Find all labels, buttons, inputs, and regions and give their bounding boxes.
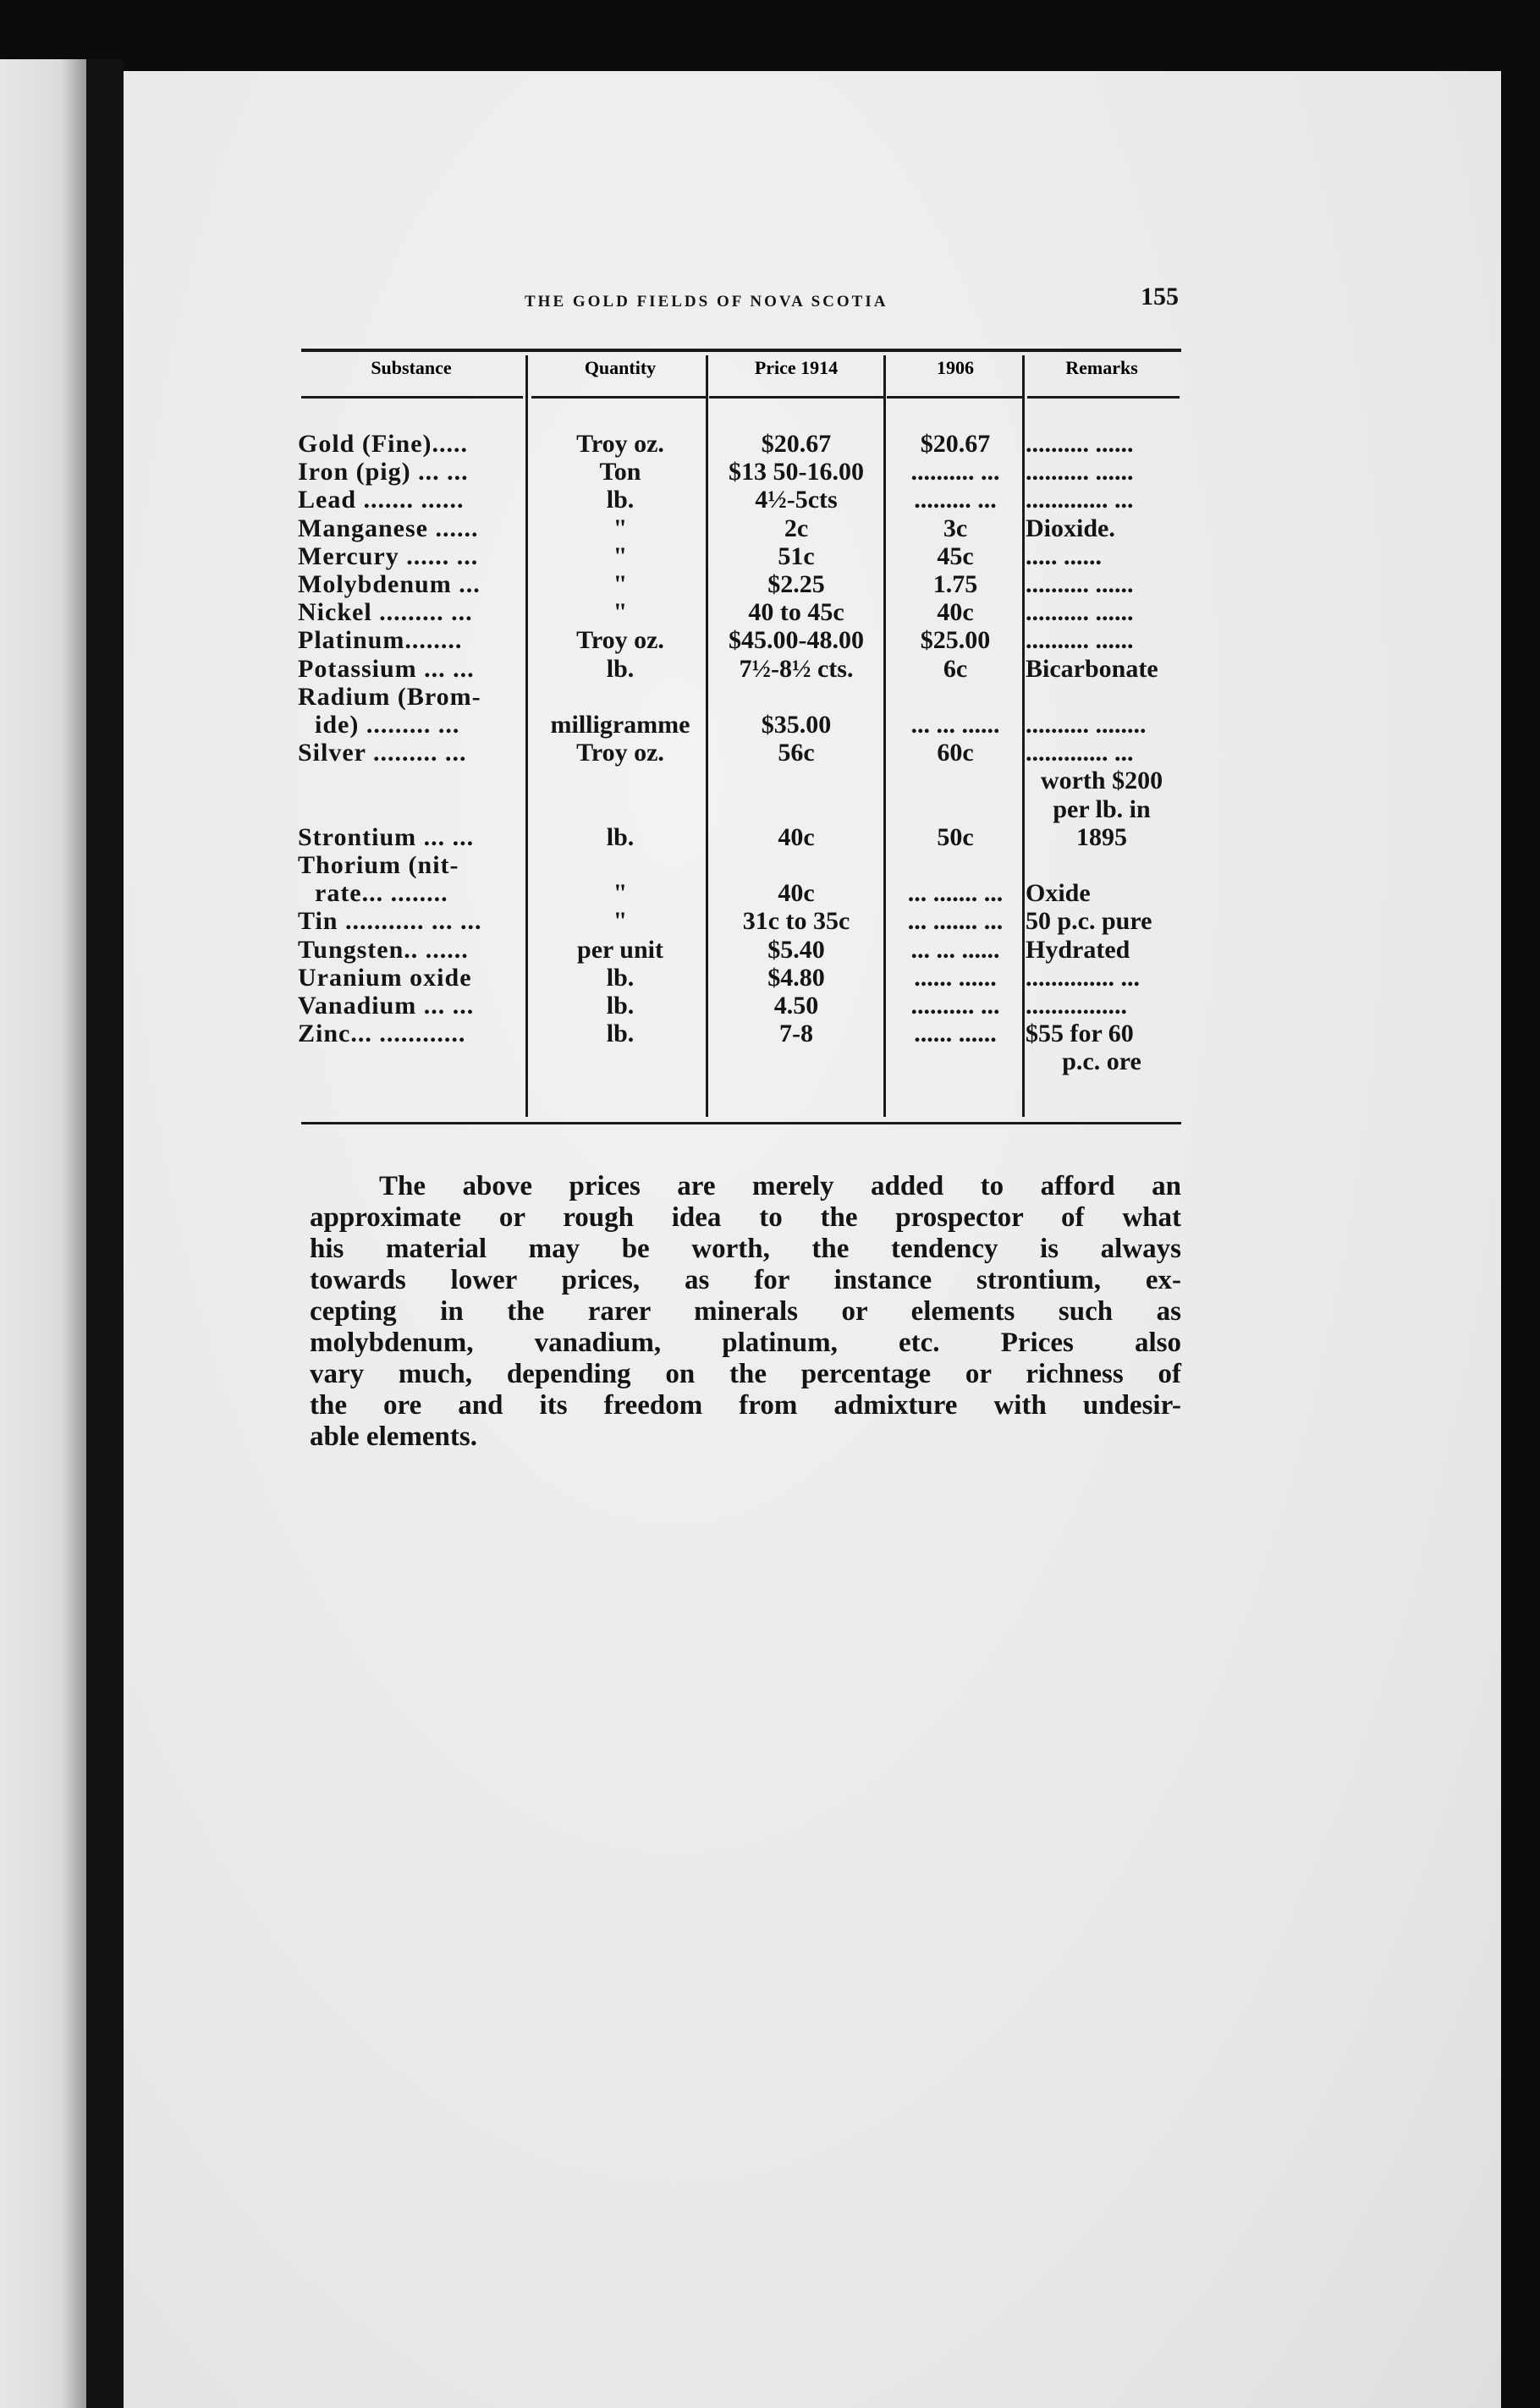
remarks-cell: ............. ... [1026,739,1134,767]
price-1906-cell: ... ....... ... [907,907,1004,936]
remarks-cell: Bicarbonate [1026,654,1158,683]
price-1906-cell: 45c [937,542,974,570]
remarks-cell: $55 for 60 [1026,1020,1134,1048]
paragraph-line: approximate or rough idea to the prospector of what [310,1202,1181,1233]
quantity-cell: " [613,570,628,598]
substance-cell: Vanadium ... ... [298,992,475,1020]
running-head: THE GOLD FIELDS OF NOVA SCOTIA [525,293,888,311]
paragraph-line: his material may be worth, the tendency is always [310,1234,1181,1264]
substance-cell: Gold (Fine)..... [298,430,468,458]
remarks-cell: .......... ...... [1026,626,1134,655]
substance-cell: Lead ....... ...... [298,486,465,514]
price-1906-cell: 3c [943,514,968,542]
column-header-1906: 1906 [937,357,974,378]
substance-cell: Mercury ...... ... [298,542,479,570]
quantity-cell: Troy oz. [576,626,664,655]
price-1914-cell: 56c [778,739,815,767]
price-1914-cell: $20.67 [761,430,832,458]
remarks-cell: 1895 [1076,822,1127,851]
quantity-cell: milligramme [550,711,690,739]
remarks-cell: 50 p.c. pure [1026,907,1152,936]
remarks-cell: .......... ...... [1026,598,1134,627]
price-1906-cell: .......... ... [910,992,1000,1020]
substance-cell: Tungsten.. ...... [298,935,469,964]
quantity-cell: Ton [599,458,641,487]
paragraph-line: the ore and its freedom from admixture with undesir- [310,1390,1181,1421]
substance-cell: Strontium ... ... [298,822,475,851]
price-1914-cell: $2.25 [767,570,825,598]
price-1914-cell: 2c [784,514,809,542]
facing-page-edge [0,59,86,2408]
price-1906-cell: ...... ...... [914,963,997,992]
remarks-cell: ................ [1026,992,1127,1020]
substance-cell: Uranium oxide [298,963,472,992]
substance-cell: Potassium ... ... [298,654,475,683]
price-1914-cell: 4½-5cts [755,486,838,514]
quantity-cell: lb. [606,654,635,683]
paragraph-line: The above prices are merely added to afford an [379,1171,1181,1201]
substance-cell: Iron (pig) ... ... [298,458,469,487]
price-1914-cell: 51c [778,542,815,570]
substance-cell: Tin ........... ... ... [298,907,482,936]
header-rule [531,396,707,399]
table-top-rule [301,349,1181,352]
page-number: 155 [1141,283,1179,311]
quantity-cell: Troy oz. [576,430,664,458]
quantity-cell: lb. [606,963,635,992]
price-1914-cell: 31c to 35c [742,907,850,936]
column-header-quantity: Quantity [584,357,657,378]
price-1914-cell: $35.00 [761,711,832,739]
header-rule [709,396,883,399]
remarks-cell: ..... ...... [1026,542,1102,570]
price-1906-cell: .......... ... [910,458,1000,487]
substance-cell: Molybdenum ... [298,570,481,598]
quantity-cell: lb. [606,992,635,1020]
quantity-cell: " [613,542,628,570]
substance-cell: Manganese ...... [298,514,479,542]
column-header-price-1914: Price 1914 [754,357,839,378]
price-1914-cell: 7-8 [779,1020,813,1048]
body-paragraph [310,1171,1181,1453]
remarks-cell: ............. ... [1026,486,1134,514]
header-rule [1027,396,1180,399]
substance-cell: ide) ......... ... [315,711,460,739]
price-1906-cell: ... ... ...... [910,711,1000,739]
price-1914-cell: 7½-8½ cts. [739,654,854,683]
remarks-cell: .......... ........ [1026,711,1147,739]
quantity-cell: lb. [606,1020,635,1048]
price-1906-cell: ... ....... ... [907,879,1004,908]
substance-cell: Zinc... ............ [298,1020,466,1048]
remarks-cell: .......... ...... [1026,458,1134,487]
quantity-cell: " [613,879,628,908]
column-header-remarks: Remarks [1065,357,1138,378]
remarks-cell: .......... ...... [1026,570,1134,598]
price-1914-cell: 40c [778,879,815,908]
remarks-cell: .......... ...... [1026,430,1134,458]
header-rule [301,396,523,399]
paragraph-line: molybdenum, vanadium, platinum, etc. Prices also [310,1328,1181,1358]
price-1906-cell: 60c [937,739,974,767]
price-1914-cell: $4.80 [767,963,825,992]
remarks-cell: Dioxide. [1026,514,1115,542]
remarks-cell: worth $200 [1040,767,1163,795]
quantity-cell: per unit [577,935,663,964]
price-1906-cell: 6c [943,654,968,683]
table-bottom-rule [301,1122,1181,1124]
paragraph-line: vary much, depending on the percentage or richness of [310,1359,1181,1389]
remarks-cell: .............. ... [1026,963,1140,992]
price-1906-cell: 40c [937,598,974,627]
price-1914-cell: $45.00-48.00 [729,626,864,655]
price-1906-cell: ...... ...... [914,1020,997,1048]
quantity-cell: " [613,907,628,936]
header-rule [887,396,1024,399]
price-1906-cell: 50c [937,822,974,851]
substance-cell: Silver ......... ... [298,739,467,767]
price-1914-cell: $13 50-16.00 [729,458,864,487]
price-1914-cell: $5.40 [767,935,825,964]
substance-cell: Radium (Brom- [298,682,481,711]
substance-cell: Platinum........ [298,626,463,655]
paragraph-line: cepting in the rarer minerals or elements such as [310,1296,1181,1327]
quantity-cell: " [613,598,628,627]
price-1914-cell: 40c [778,822,815,851]
paragraph-line: towards lower prices, as for instance strontium, ex- [310,1265,1181,1295]
price-1914-cell: 40 to 45c [748,598,844,627]
price-1906-cell: ... ... ...... [910,935,1000,964]
quantity-cell: lb. [606,486,635,514]
quantity-cell: " [613,514,628,542]
price-1906-cell: $25.00 [920,626,991,655]
quantity-cell: Troy oz. [576,739,664,767]
remarks-cell: per lb. in [1053,794,1151,823]
remarks-cell: Oxide [1026,879,1091,908]
substance-cell: Thorium (nit- [298,851,459,879]
page-gutter [86,59,124,2408]
substance-cell: Nickel ......... ... [298,598,473,627]
column-header-substance: Substance [371,357,452,378]
paragraph-line: able elements. [310,1421,477,1452]
remarks-cell: Hydrated [1026,935,1130,964]
quantity-cell: lb. [606,822,635,851]
substance-cell: rate... ........ [315,879,448,908]
price-1914-cell: 4.50 [773,992,819,1020]
price-1906-cell: $20.67 [920,430,991,458]
price-1906-cell: ......... ... [914,486,997,514]
price-1906-cell: 1.75 [932,570,978,598]
remarks-cell: p.c. ore [1062,1047,1141,1076]
